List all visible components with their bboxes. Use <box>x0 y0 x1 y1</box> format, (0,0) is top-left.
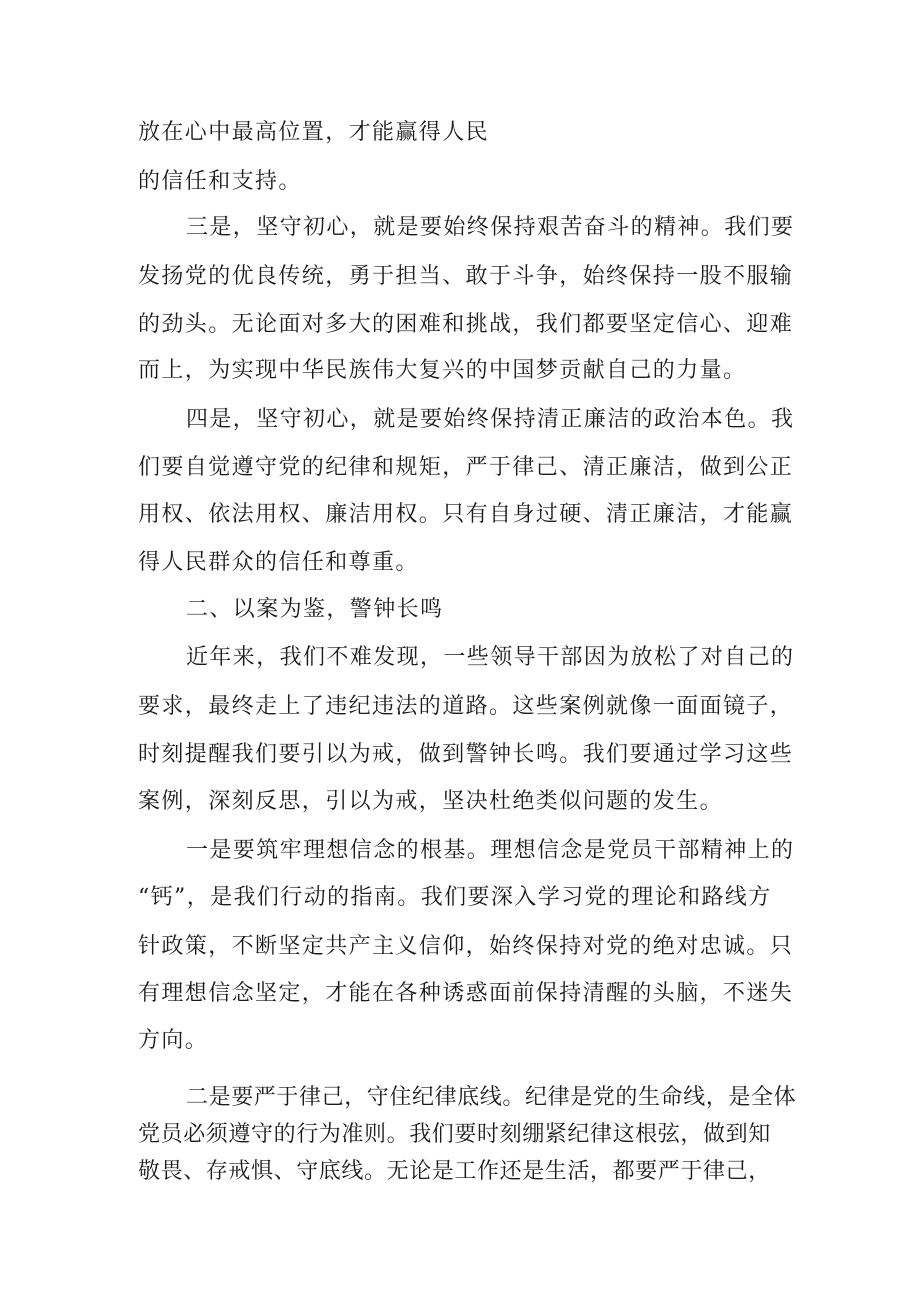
text-line: 发扬党的优良传统，勇于担当、敢于斗争，始终保持一股不服输 <box>138 264 794 289</box>
text-line: 四是，坚守初心，就是要始终保持清正廉洁的政治本色。我 <box>186 407 795 432</box>
text-line: 们要自觉遵守党的纪律和规矩，严于律己、清正廉洁，做到公正 <box>138 455 794 480</box>
text-line: 敬畏、存戒惧、守底线。无论是工作还是生活，都要严于律己， <box>138 1159 771 1184</box>
text-line: 一是要筑牢理想信念的根基。理想信念是党员干部精神上的 <box>186 838 795 863</box>
text-line: 近年来，我们不难发现，一些领导干部因为放松了对自己的 <box>186 645 795 670</box>
text-line: 二是要严于律己，守住纪律底线。纪律是党的生命线，是全体 <box>186 1085 797 1110</box>
text-line: 的劲头。无论面对多大的困难和挑战，我们都要坚定信心、迎难 <box>138 312 794 337</box>
text-line: 要求，最终走上了违纪违法的道路。这些案例就像一面面镜子， <box>138 694 794 719</box>
text-line: 方向。 <box>138 1028 209 1053</box>
text-line: 三是，坚守初心，就是要始终保持艰苦奋斗的精神。我们要 <box>186 215 795 240</box>
text-line: “钙”，是我们行动的指南。我们要深入学习党的理论和路线方 <box>138 885 772 910</box>
text-line: 党员必须遵守的行为准则。我们要时刻绷紧纪律这根弦，做到知 <box>138 1122 771 1147</box>
text-line: 得人民群众的信任和尊重。 <box>138 550 419 575</box>
text-line: 时刻提醒我们要引以为戒，做到警钟长鸣。我们要通过学习这些 <box>138 742 794 767</box>
text-line: 放在心中最高位置，才能赢得人民 <box>138 120 490 145</box>
text-line: 而上，为实现中华民族伟大复兴的中国梦贡献自己的力量。 <box>138 358 747 383</box>
text-line: 有理想信念坚定，才能在各种诱惑面前保持清醒的头脑，不迷失 <box>138 981 794 1006</box>
text-line: 用权、依法用权、廉洁用权。只有自身过硬、清正廉洁，才能赢 <box>138 502 794 527</box>
text-line: 针政策，不断坚定共产主义信仰，始终保持对党的绝对忠诚。只 <box>138 934 794 959</box>
text-line: 案例，深刻反思，引以为戒，坚决杜绝类似问题的发生。 <box>138 789 724 814</box>
text-line: 的信任和支持。 <box>138 169 302 194</box>
section-heading: 二、以案为鉴，警钟长鸣 <box>186 597 444 622</box>
